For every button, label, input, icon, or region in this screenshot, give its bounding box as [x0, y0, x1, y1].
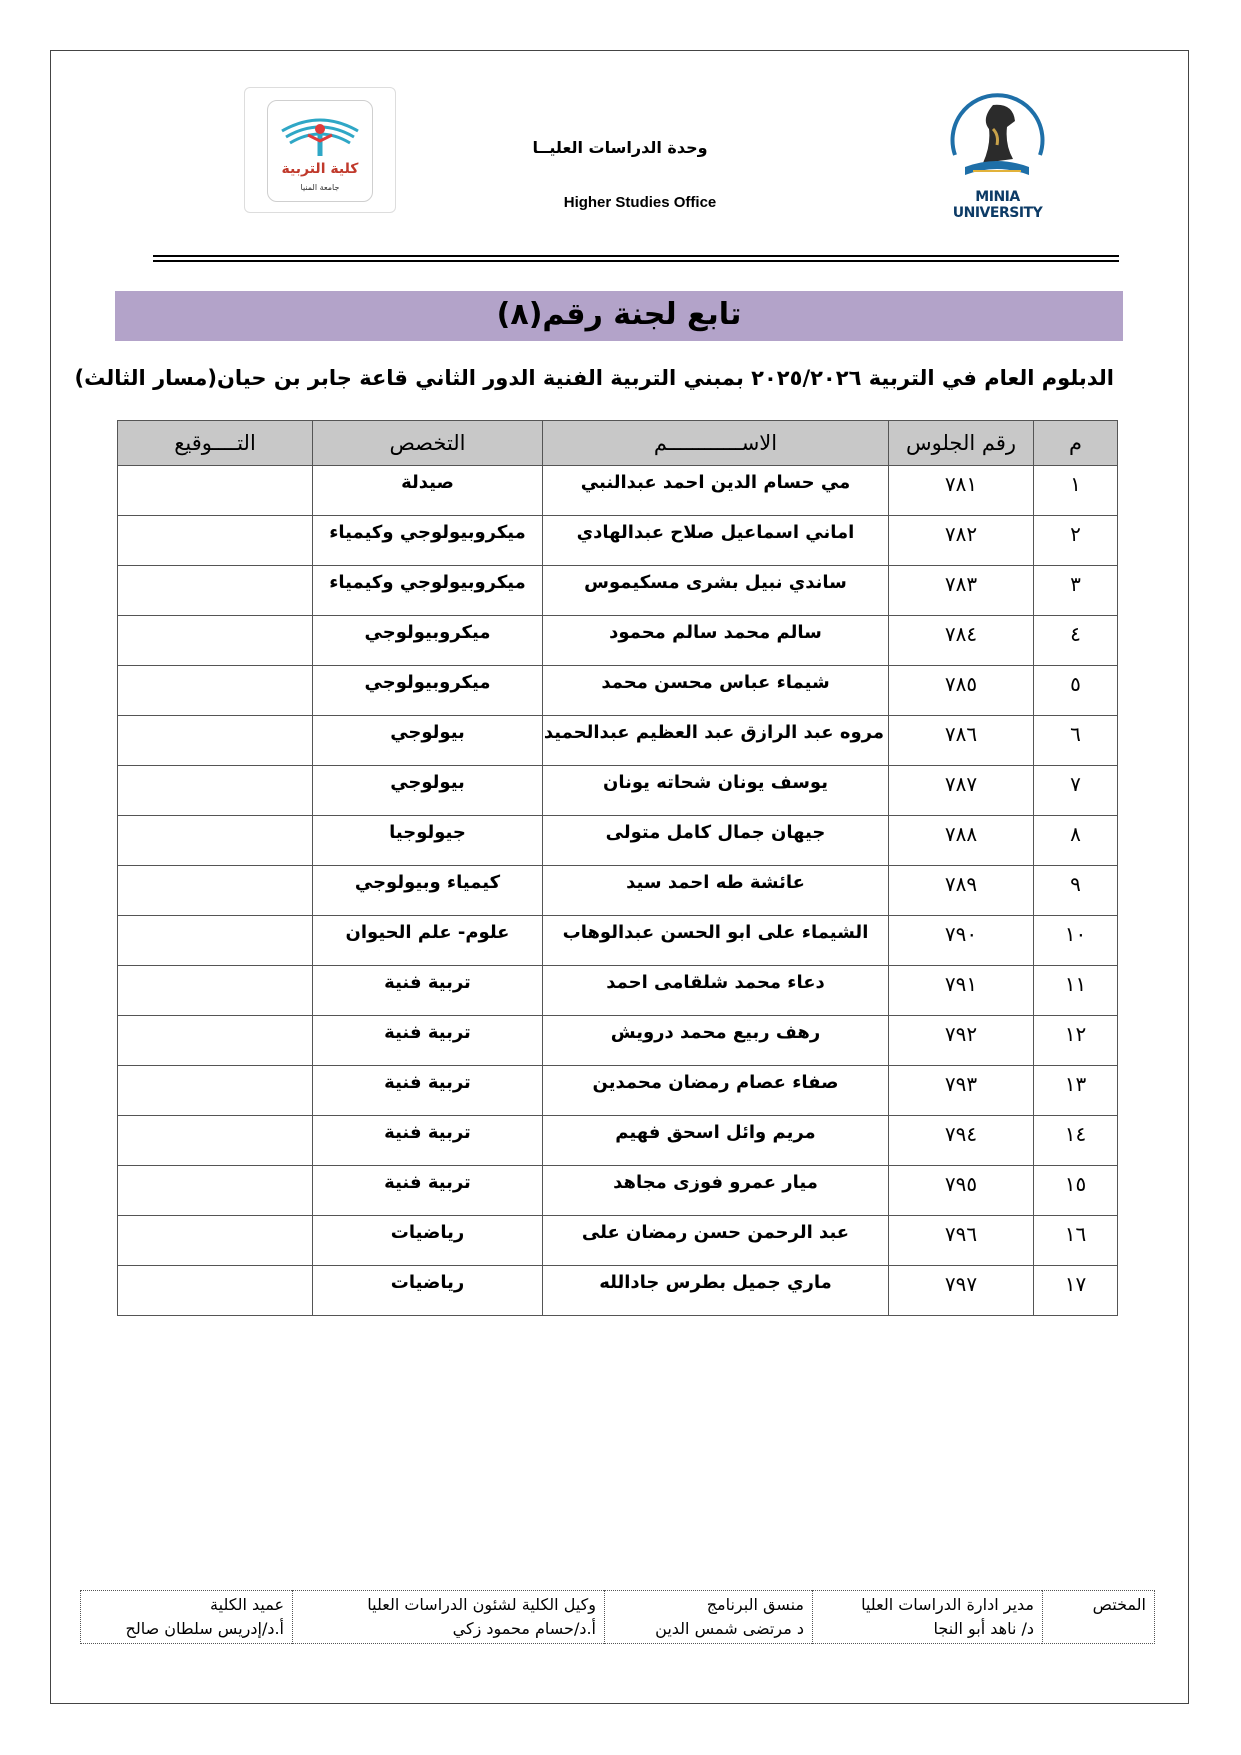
table-row [118, 666, 1118, 716]
signature-cell [118, 816, 313, 866]
row-index: ١٠ [1034, 916, 1118, 966]
row-index: ١١ [1034, 966, 1118, 1016]
seat-number: ٧٨٤ [889, 616, 1034, 666]
student-name: مروه عبد الرازق عبد العظيم عبدالحميد [543, 716, 889, 766]
table-row [118, 766, 1118, 816]
col-header-seat-number: رقم الجلوس [889, 421, 1034, 466]
signature-cell [118, 1016, 313, 1066]
seat-number: ٧٩٣ [889, 1066, 1034, 1116]
seat-number: ٧٩٤ [889, 1116, 1034, 1166]
footer-name: د/ ناهد أبو النجا [933, 1619, 1034, 1638]
specialization: بيولوجي [313, 766, 543, 816]
seat-number: ٧٨٢ [889, 516, 1034, 566]
table-row [118, 516, 1118, 566]
table-row [118, 866, 1118, 916]
row-index: ٩ [1034, 866, 1118, 916]
col-header-specialization: التخصص [313, 421, 543, 466]
student-name: مريم وائل اسحق فهيم [543, 1116, 889, 1166]
seat-number: ٧٨٥ [889, 666, 1034, 716]
row-index: ٥ [1034, 666, 1118, 716]
office-name-english: Higher Studies Office [563, 194, 717, 211]
seat-number: ٧٩٢ [889, 1016, 1034, 1066]
table-row [118, 466, 1118, 516]
signature-cell [118, 516, 313, 566]
table-body [118, 466, 1118, 1316]
student-name: ساندي نبيل بشرى مسكيموس [543, 566, 889, 616]
row-index: ١ [1034, 466, 1118, 516]
seat-number: ٧٩٦ [889, 1216, 1034, 1266]
footer-name: أ.د/حسام محمود زكي [452, 1619, 596, 1638]
seat-number: ٧٩٥ [889, 1166, 1034, 1216]
specialization: ميكروبيولوجي وكيمياء [313, 516, 543, 566]
table-row [118, 1016, 1118, 1066]
seat-number: ٧٩٧ [889, 1266, 1034, 1316]
seat-number: ٧٩١ [889, 966, 1034, 1016]
signature-cell [118, 1116, 313, 1166]
student-name: شيماء عباس محسن محمد [543, 666, 889, 716]
row-index: ١٤ [1034, 1116, 1118, 1166]
student-name: ماري جميل بطرس جادالله [543, 1266, 889, 1316]
specialization: علوم- علم الحيوان [313, 916, 543, 966]
table-row [118, 1166, 1118, 1216]
specialization: تربية فنية [313, 1166, 543, 1216]
header-rule [153, 255, 1119, 257]
student-name: دعاء محمد شلقامى احمد [543, 966, 889, 1016]
seat-number: ٧٨٧ [889, 766, 1034, 816]
footer-title: منسق البرنامج [706, 1595, 804, 1614]
col-header-name: الاســــــــــــم [543, 421, 889, 466]
col-header-signature: التــــوقيع [118, 421, 313, 466]
nefertiti-seal-icon [935, 85, 1060, 189]
seat-number: ٧٨٨ [889, 816, 1034, 866]
footer-row [81, 1591, 1155, 1644]
student-name: رهف ربيع محمد درويش [543, 1016, 889, 1066]
seat-number: ٧٨٦ [889, 716, 1034, 766]
specialization: رياضيات [313, 1266, 543, 1316]
signature-cell [118, 1066, 313, 1116]
specialization: تربية فنية [313, 1066, 543, 1116]
student-name: سالم محمد سالم محمود [543, 616, 889, 666]
specialization: بيولوجي [313, 716, 543, 766]
logo-frame [267, 100, 373, 202]
signatures-footer [80, 1590, 1155, 1644]
specialization: كيمياء وبيولوجي [313, 866, 543, 916]
specialization: تربية فنية [313, 966, 543, 1016]
row-index: ١٦ [1034, 1216, 1118, 1266]
student-name: ميار عمرو فوزى مجاهد [543, 1166, 889, 1216]
table-row [118, 1266, 1118, 1316]
signature-cell [118, 766, 313, 816]
seat-number: ٧٩٠ [889, 916, 1034, 966]
signature-cell [118, 666, 313, 716]
row-index: ٤ [1034, 616, 1118, 666]
table-row [118, 1116, 1118, 1166]
footer-name: أ.د/إدريس سلطان صالح [125, 1619, 284, 1638]
signature-cell [118, 1216, 313, 1266]
signature-cell [118, 566, 313, 616]
table-row [118, 966, 1118, 1016]
student-name: جيهان جمال كامل متولى [543, 816, 889, 866]
specialization: ميكروبيولوجي [313, 666, 543, 716]
signature-cell [118, 966, 313, 1016]
footer-cell-program-coordinator [605, 1591, 813, 1644]
row-index: ١٧ [1034, 1266, 1118, 1316]
col-header-index: م [1034, 421, 1118, 466]
specialization: تربية فنية [313, 1016, 543, 1066]
footer-title: مدير ادارة الدراسات العليا [861, 1595, 1034, 1614]
specialization: جيولوجيا [313, 816, 543, 866]
table-row [118, 1216, 1118, 1266]
student-name: عبد الرحمن حسن رمضان على [543, 1216, 889, 1266]
minia-university-logo [935, 85, 1060, 221]
table-row [118, 916, 1118, 966]
office-name-arabic: وحدة الدراسات العليــا [532, 138, 708, 157]
student-name: يوسف يونان شحاته يونان [543, 766, 889, 816]
row-index: ١٢ [1034, 1016, 1118, 1066]
footer-name: د مرتضى شمس الدين [655, 1619, 804, 1638]
footer-cell-vice-dean [293, 1591, 605, 1644]
table-row [118, 816, 1118, 866]
signature-cell [118, 616, 313, 666]
faculty-logo-subtext: جامعة المنيا [300, 183, 340, 192]
row-index: ٢ [1034, 516, 1118, 566]
header-rule-secondary [153, 260, 1119, 262]
table-header-row [118, 421, 1118, 466]
signature-cell [118, 1166, 313, 1216]
signature-cell [118, 466, 313, 516]
university-logo-text: MINIA UNIVERSITY [952, 189, 1043, 221]
signature-cell [118, 866, 313, 916]
specialization: ميكروبيولوجي [313, 616, 543, 666]
table-row [118, 616, 1118, 666]
title-band [115, 291, 1123, 341]
document-subtitle: الدبلوم العام في التربية ٢٠٢٥/٢٠٢٦ بمبني التربية الفنية الدور الثاني قاعة جابر بن حيان(مسار الثالث) [74, 366, 1114, 390]
signature-cell [118, 916, 313, 966]
table-row [118, 1066, 1118, 1116]
seat-number: ٧٨٣ [889, 566, 1034, 616]
student-name: مي حسام الدين احمد عبدالنبي [543, 466, 889, 516]
seat-number: ٧٨٩ [889, 866, 1034, 916]
specialization: صيدلة [313, 466, 543, 516]
book-figure-icon [268, 101, 372, 161]
row-index: ٨ [1034, 816, 1118, 866]
signature-cell [118, 1266, 313, 1316]
footer-cell-specialist [1043, 1591, 1155, 1644]
table-row [118, 716, 1118, 766]
footer-title: وكيل الكلية لشئون الدراسات العليا [367, 1595, 596, 1614]
specialization: تربية فنية [313, 1116, 543, 1166]
student-name: عائشة طه احمد سيد [543, 866, 889, 916]
student-name: الشيماء على ابو الحسن عبدالوهاب [543, 916, 889, 966]
student-name: صفاء عصام رمضان محمدين [543, 1066, 889, 1116]
row-index: ٣ [1034, 566, 1118, 616]
specialization: ميكروبيولوجي وكيمياء [313, 566, 543, 616]
row-index: ٧ [1034, 766, 1118, 816]
footer-cell-studies-director [813, 1591, 1043, 1644]
seat-number: ٧٨١ [889, 466, 1034, 516]
table-row [118, 566, 1118, 616]
specialization: رياضيات [313, 1216, 543, 1266]
footer-title: عميد الكلية [210, 1595, 284, 1614]
students-table [117, 420, 1118, 1316]
signature-cell [118, 716, 313, 766]
row-index: ٦ [1034, 716, 1118, 766]
faculty-of-education-logo [244, 87, 396, 213]
footer-title: المختص [1092, 1595, 1146, 1614]
faculty-logo-text: كلية التربية [281, 161, 359, 177]
footer-cell-dean [81, 1591, 293, 1644]
row-index: ١٣ [1034, 1066, 1118, 1116]
row-index: ١٥ [1034, 1166, 1118, 1216]
student-name: اماني اسماعيل صلاح عبدالهادي [543, 516, 889, 566]
committee-title: تابع لجنة رقم(٨) [496, 297, 742, 332]
